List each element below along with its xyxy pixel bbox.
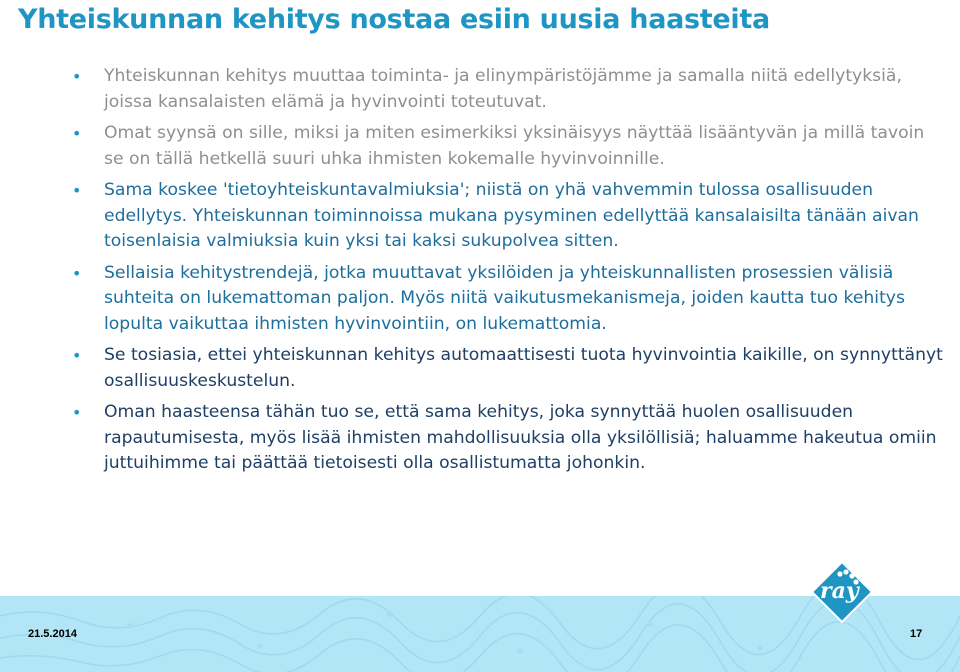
bullet-text: Omat syynsä on sille, miksi ja miten esimerkiksi yksinäisyys näyttää lisääntyvän ja millä tavoin se on tällä hetkellä suuri uhka ihmisten kokemalle hyvinvoinnille.: [104, 123, 925, 169]
bullet-item: [72, 64, 944, 115]
bullet-dot-icon: •: [72, 67, 82, 86]
bullet-text: Oman haasteensa tähän tuo se, että sama kehitys, joka synnyttää huolen osallisuuden rapautumisesta, myös lisää ihmisten mahdollisuuksia olla yksilöllisiä; haluamme hakeutua omiin juttuihimme tai päättää tietoisesti olla osallistumatta johonkin.: [104, 402, 937, 473]
page-number: 17: [910, 628, 923, 640]
bullet-text: Sellaisia kehitystrendejä, jotka muuttavat yksilöiden ja yhteiskunnallisten prosessien välisiä suhteita on lukemattoman paljon. Myös niitä vaikutusmekanismeja, joiden kautta tuo kehitys lopulta vaikuttaa ihmisten hyvinvointiin, on lukemattomia.: [104, 262, 905, 334]
bullet-dot-icon: •: [72, 181, 82, 200]
bullet-item: [72, 343, 944, 394]
bullet-dot-icon: •: [72, 403, 82, 422]
footer-date: 21.5.2014: [28, 628, 77, 640]
bullet-dot-icon: •: [72, 263, 82, 283]
bullet-dot-icon: •: [72, 346, 82, 365]
bullet-text: Sama koskee 'tietoyhteiskuntavalmiuksia'; niistä on yhä vahvemmin tulossa osallisuuden edellytys. Yhteiskunnan toiminnoissa mukana pysyminen edellyttää kansalaisilta tänään aivan toisenlaisia valmiuksia kuin yksi tai kaksi sukupolvea sitten.: [104, 180, 919, 251]
bullet-list: [72, 64, 944, 483]
bullet-item: [72, 261, 944, 338]
bullet-text: Se tosiasia, ettei yhteiskunnan kehitys automaattisesti tuota hyvinvointia kaikille, on synnyttänyt osallisuuskeskustelun.: [104, 345, 943, 391]
bullet-dot-icon: •: [72, 124, 82, 143]
bullet-item: [72, 400, 944, 477]
logo-text: ray: [820, 578, 859, 604]
bullet-item: [72, 121, 944, 172]
slide-title: Yhteiskunnan kehitys nostaa esiin uusia haasteita: [18, 4, 770, 35]
bullet-item: [72, 178, 944, 255]
bullet-text: Yhteiskunnan kehitys muuttaa toiminta- ja elinympäristöjämme ja samalla niitä edellytyksiä, joissa kansalaisten elämä ja hyvinvointi toteutuvat.: [104, 66, 902, 112]
